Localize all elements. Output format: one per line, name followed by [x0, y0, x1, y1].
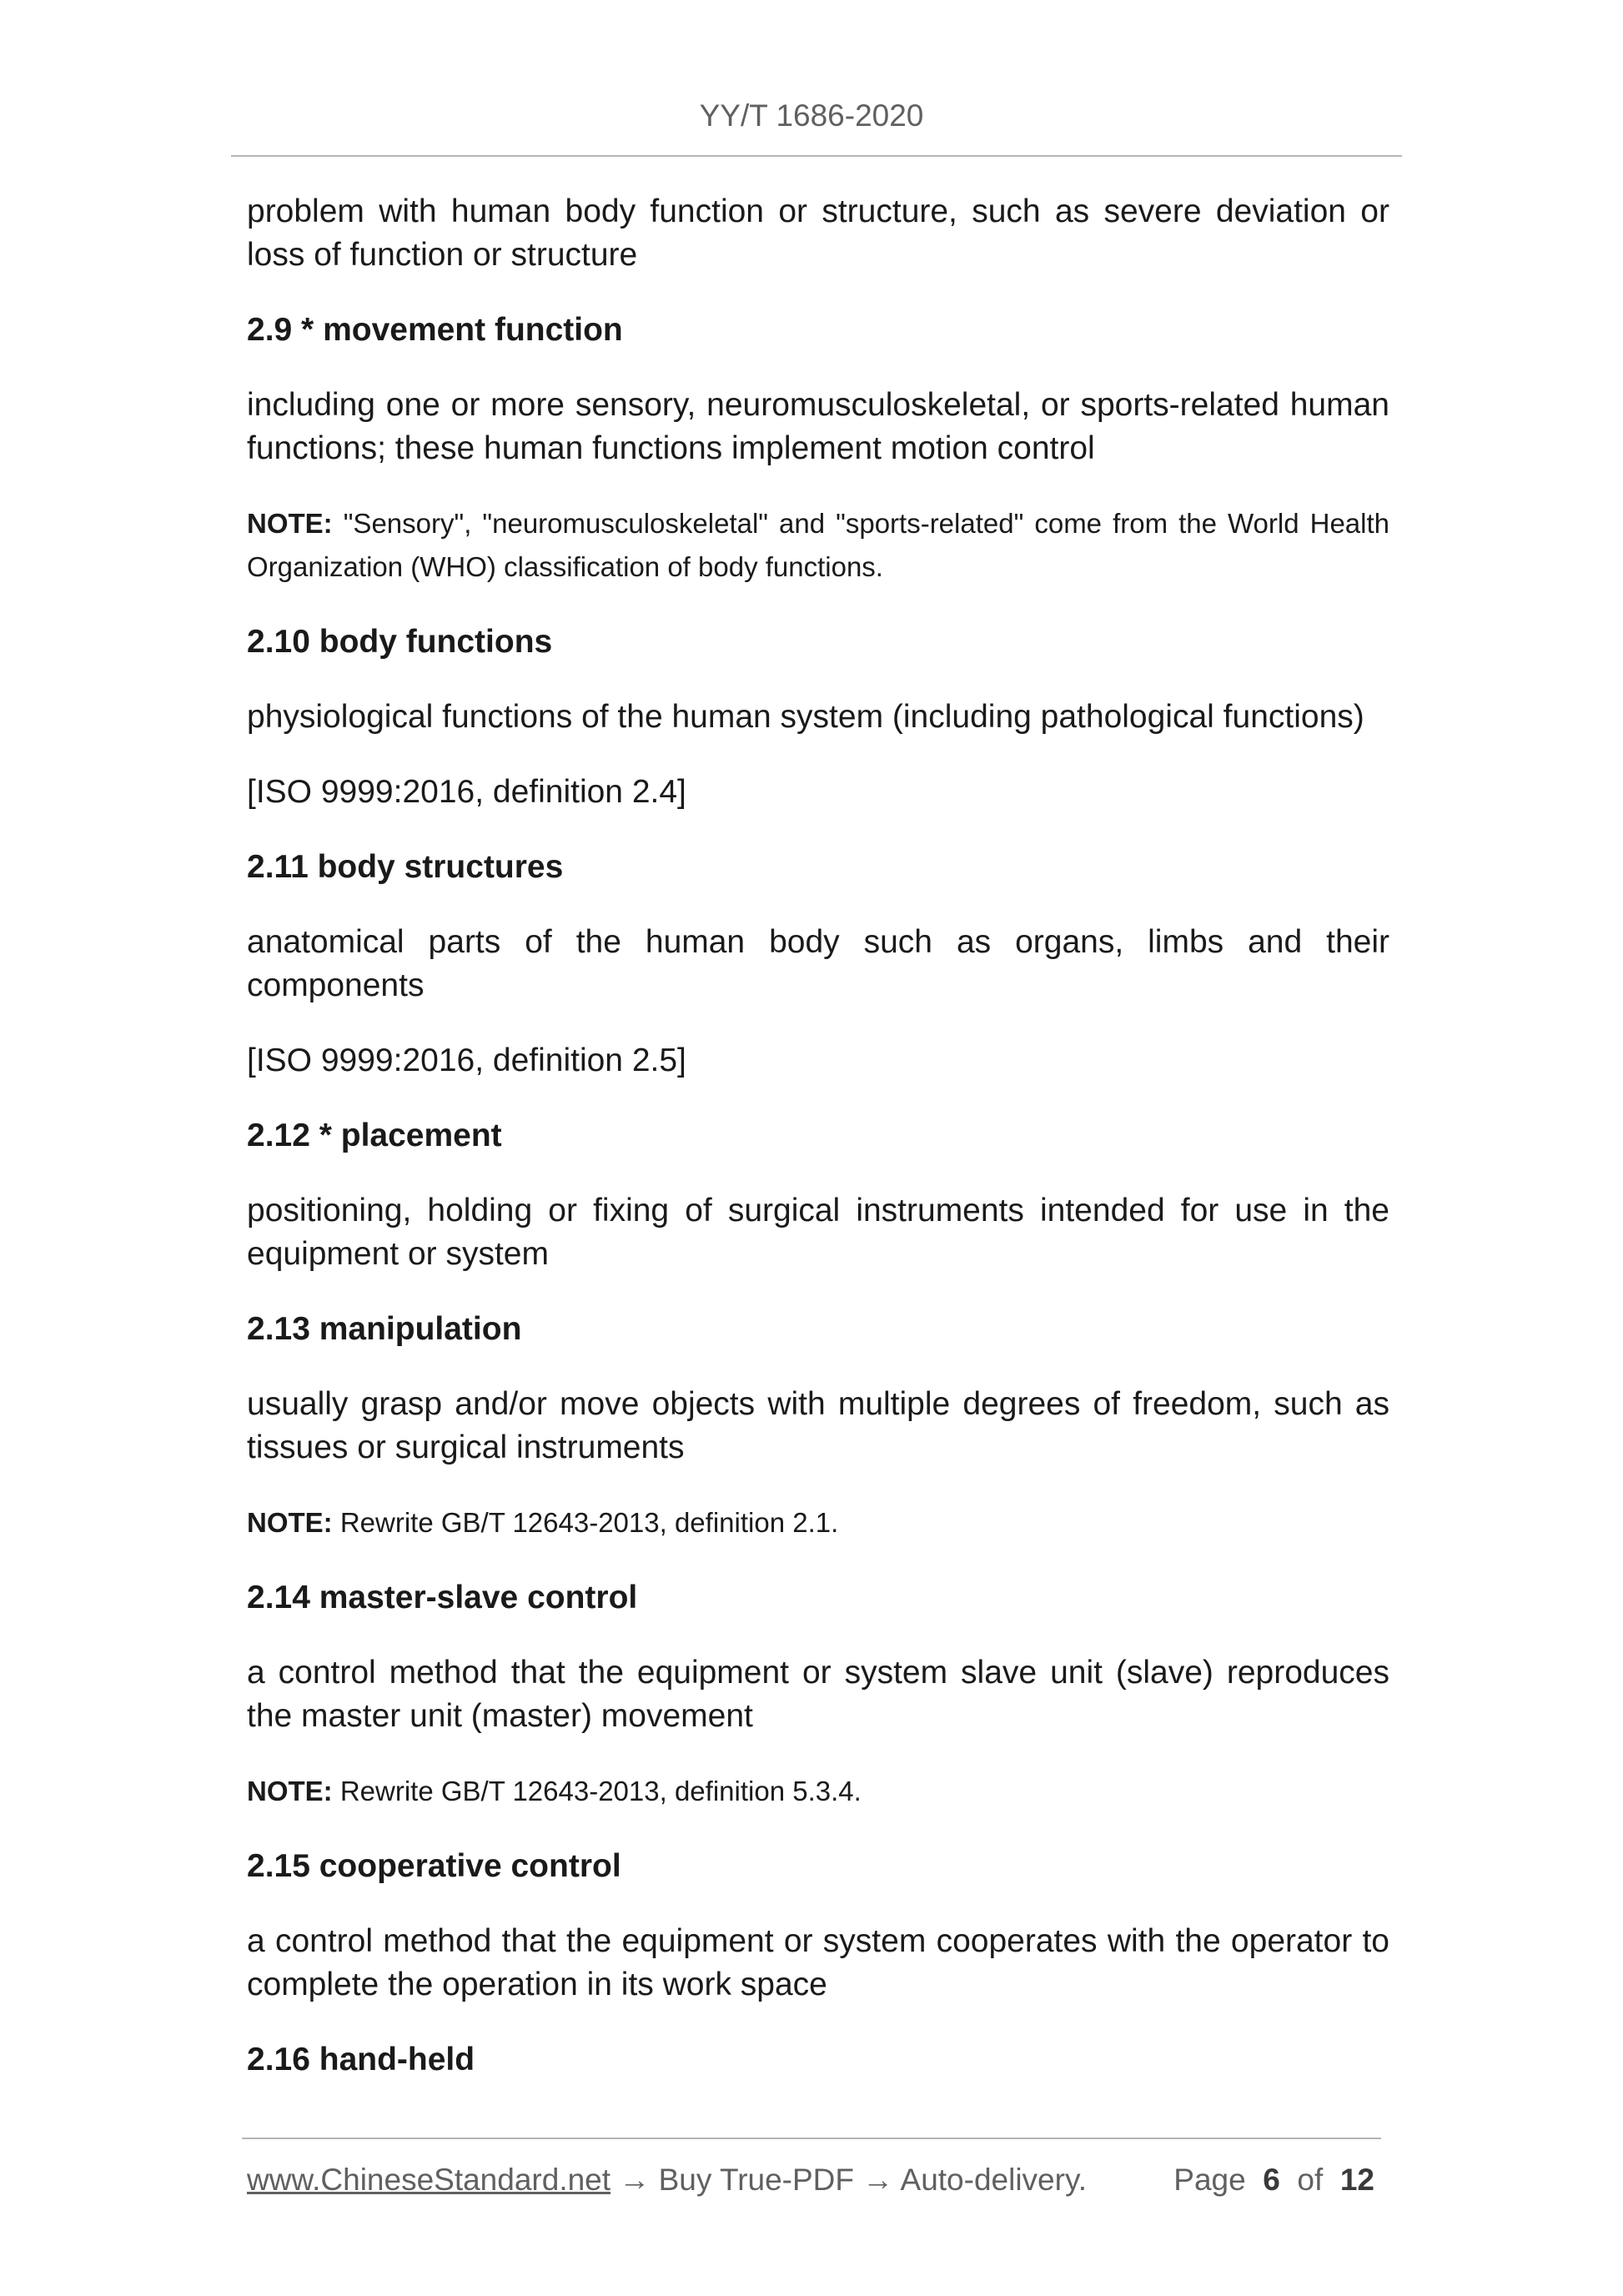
section-heading: 2.10 body functions: [247, 624, 553, 660]
section-heading: 2.14 master-slave control: [247, 1580, 638, 1615]
document-body: [247, 190, 1389, 2113]
paragraph: positioning, holding or fixing of surgical instruments intended for use in the equipment or system: [247, 1193, 1389, 1272]
paragraph: [ISO 9999:2016, definition 2.5]: [247, 1042, 686, 1078]
note-text: Rewrite GB/T 12643-2013, definition 2.1.: [339, 1507, 839, 1538]
note: [247, 1501, 1389, 1545]
header-divider: [231, 155, 1402, 157]
page-indicator: [1173, 2163, 1374, 2198]
note-label: NOTE:: [247, 508, 333, 539]
note-label: NOTE:: [247, 1776, 333, 1806]
section-heading: 2.9 * movement function: [247, 312, 623, 348]
page-footer: [247, 2163, 1381, 2198]
paragraph: usually grasp and/or move objects with multiple degrees of freedom, such as tissues or surgical instruments: [247, 1386, 1389, 1465]
section-heading: 2.16 hand-held: [247, 2042, 475, 2077]
paragraph: anatomical parts of the human body such as organs, limbs and their components: [247, 924, 1389, 1003]
section-heading: 2.11 body structures: [247, 849, 564, 885]
note-text: "Sensory", "neuromusculoskeletal" and "sports-related" come from the World Health Organization (WHO) classification of body functions.: [247, 508, 1390, 582]
footer-promo-text: → Buy True-PDF → Auto-delivery.: [611, 2163, 1087, 2197]
website-link[interactable]: www.ChineseStandard.net: [247, 2163, 611, 2197]
paragraph: physiological functions of the human system (including pathological functions): [247, 699, 1364, 735]
section-heading: 2.15 cooperative control: [247, 1848, 621, 1884]
paragraph: a control method that the equipment or system slave unit (slave) reproduces the master unit (master) movement: [247, 1655, 1389, 1734]
page-header: YY/T 1686-2020: [699, 98, 924, 133]
paragraph: problem with human body function or structure, such as severe deviation or loss of function or structure: [247, 193, 1389, 273]
page-of: of: [1297, 2163, 1324, 2197]
note: [247, 502, 1389, 589]
note: [247, 1770, 1389, 1813]
footer-divider: [242, 2138, 1381, 2139]
page-total: 12: [1339, 2163, 1374, 2197]
paragraph: including one or more sensory, neuromusculoskeletal, or sports-related human functions; these human functions implement motion control: [247, 387, 1389, 466]
page-prefix: Page: [1173, 2163, 1246, 2197]
page-current: 6: [1263, 2163, 1280, 2197]
note-text: Rewrite GB/T 12643-2013, definition 5.3.4.: [339, 1776, 862, 1806]
note-label: NOTE:: [247, 1507, 333, 1538]
paragraph: [ISO 9999:2016, definition 2.4]: [247, 774, 686, 810]
paragraph: a control method that the equipment or system cooperates with the operator to complete the operation in its work space: [247, 1923, 1389, 2002]
section-heading: 2.12 * placement: [247, 1118, 502, 1153]
section-heading: 2.13 manipulation: [247, 1311, 522, 1347]
